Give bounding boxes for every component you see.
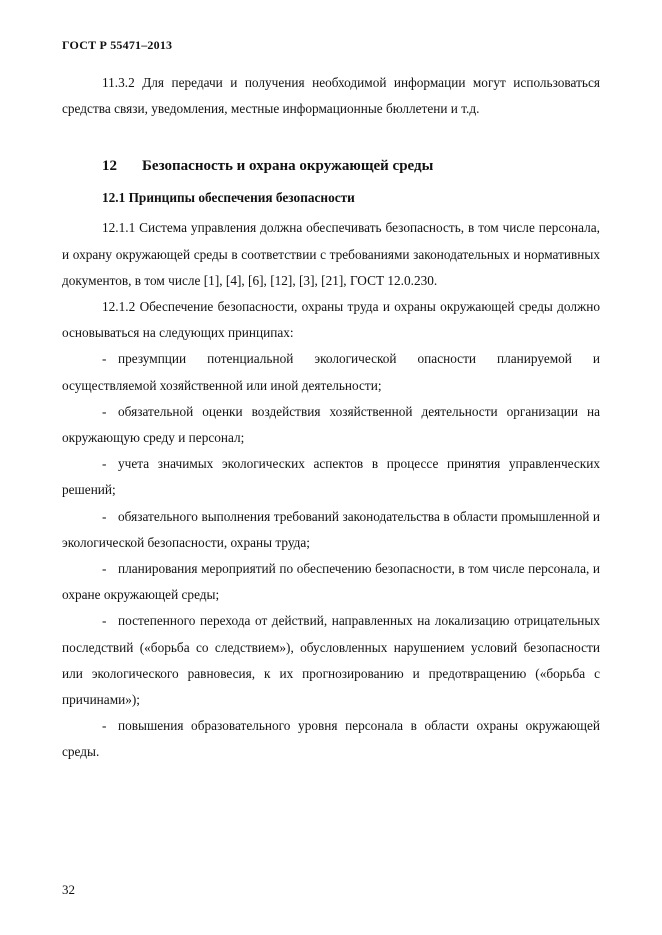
dash-marker: - [102,456,107,472]
paragraph-12-1-2: 12.1.2 Обеспечение безопасности, охраны труда и охраны окружающей среды должно основываться на следующих принципах: [62,299,600,341]
dash-marker: - [102,351,107,367]
dash-marker: - [102,508,107,524]
section-number: 12 [102,158,117,175]
dash-marker: - [102,718,107,734]
list-item-text: обязательной оценки воздействия хозяйственной деятельности организации на окружающую среду и персонал; [62,403,600,446]
page-body [62,70,600,766]
list-item-text: учета значимых экологических аспектов в процессе принятия управленческих решений; [62,456,600,498]
list-item [62,451,600,503]
list-item-text: обязательного выполнения требований законодательства в области промышленной и экологической безопасности, охраны труда; [62,508,600,550]
list-item [62,399,600,451]
list-item [62,346,600,398]
document-code-header: ГОСТ Р 55471–2013 [62,38,173,52]
principles-list [62,346,600,765]
subsection-heading: 12.1 Принципы обеспечения безопасности [102,190,355,206]
dash-marker: - [102,403,107,419]
dash-marker: - [102,561,107,577]
paragraph-11-3-2: 11.3.2 Для передачи и получения необходимой информации могут использоваться средства связи, уведомления, местные информационные бюллетени и т.д. [62,75,600,117]
list-item-text: постепенного перехода от действий, направленных на локализацию отрицательных последствий («борьба со следствием»), обусловленных нарушением условий безопасности или экологического равновесия, к их прогнозированию и предотвращению («борьба с причинами»); [62,613,600,708]
list-item-text: повышения образовательного уровня персонала в области охраны окружающей среды. [62,718,600,760]
section-heading [62,153,600,179]
list-item [62,608,600,713]
section-title: Безопасность и охрана окружающей среды [142,158,434,175]
list-item [62,713,600,765]
dash-marker: - [102,613,107,629]
list-item [62,504,600,556]
list-item [62,556,600,608]
list-item-text: планирования мероприятий по обеспечению безопасности, в том числе персонала, и охране окружающей среды; [62,561,600,603]
paragraph-12-1-1: 12.1.1 Система управления должна обеспечивать безопасность, в том числе персонала, и охрану окружающей среды в соответствии с требованиями законодательных и нормативных документов, в том числе [1], [4], [6], [12], [3], [21], ГОСТ 12.0.230. [62,220,600,288]
page-number: 32 [62,882,75,897]
list-item-text: презумпции потенциальной экологической опасности планируемой и осуществляемой хозяйственной или иной деятельности; [62,351,600,393]
